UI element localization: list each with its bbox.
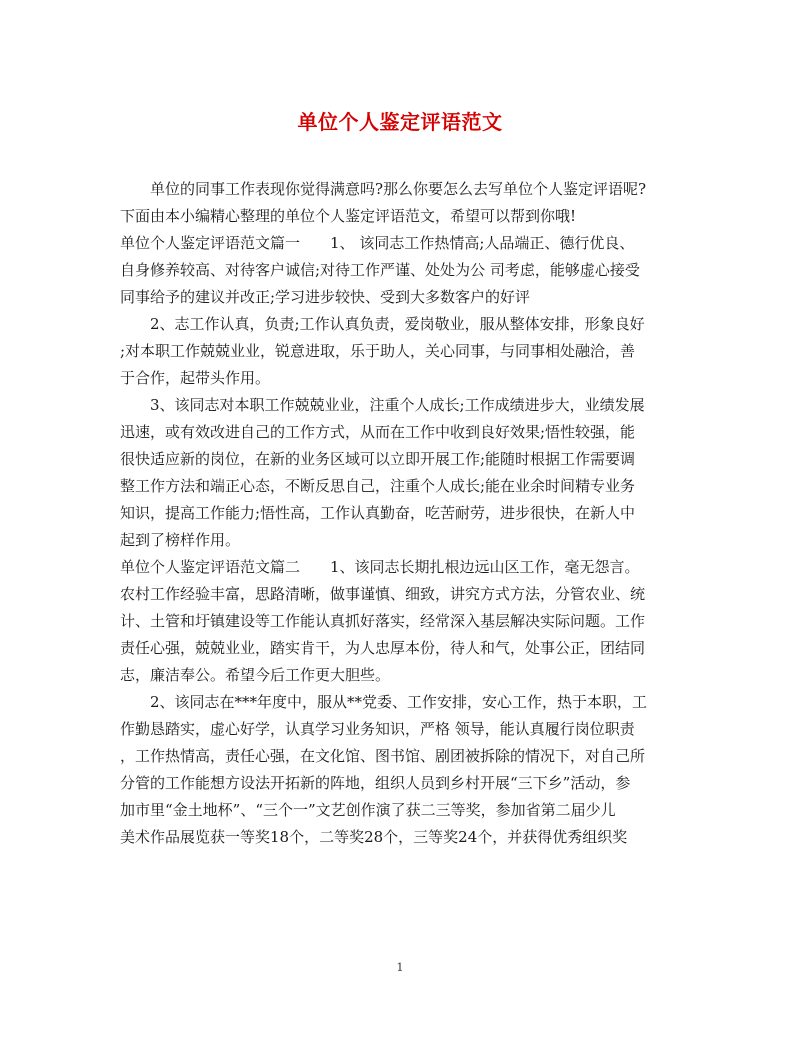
document-title: 单位个人鉴定评语范文	[297, 110, 503, 134]
paragraph-line: 同事给予的建议并改正;学习进步较快、受到大多数客户的好评	[120, 288, 531, 306]
paragraph-line: 单位个人鉴定评语范文篇二 1、该同志长期扎根边远山区工作，毫无怨言。	[120, 558, 640, 576]
paragraph-line: 起到了榜样作用。	[120, 531, 241, 549]
paragraph-line: 责任心强，兢兢业业，踏实肯干，为人忠厚本份，待人和气，处事公正，团结同	[120, 639, 646, 657]
paragraph-line: 下面由本小编精心整理的单位个人鉴定评语范文，希望可以帮到你哦!	[120, 207, 577, 225]
paragraph-line: 美术作品展览获一等奖18个，二等奖28个，三等奖24个，并获得优秀组织奖	[120, 828, 628, 846]
paragraph-line: 农村工作经验丰富，思路清晰，做事谨慎、细致，讲究方式方法，分管农业、统	[120, 585, 646, 603]
paragraph-line: 知识，提高工作能力;悟性高，工作认真勤奋，吃苦耐劳，进步很快，在新人中	[120, 504, 636, 522]
paragraph-line: 单位的同事工作表现你觉得满意吗?那么你要怎么去写单位个人鉴定评语呢?	[120, 180, 647, 198]
paragraph-line: ;对本职工作兢兢业业，锐意进取，乐于助人，关心同事，与同事相处融洽，善	[120, 342, 636, 360]
paragraph-line: 3、该同志对本职工作兢兢业业，注重个人成长;工作成绩进步大，业绩发展	[120, 396, 645, 414]
page-number: 1	[396, 961, 404, 974]
paragraph-line: 计、土管和圩镇建设等工作能认真抓好落实，经常深入基层解决实际问题。工作	[120, 612, 646, 630]
paragraph-line: 自身修养较高、对待客户诚信;对待工作严谨、处处为公 司考虑，能够虚心接受	[120, 261, 640, 279]
paragraph-line: 加市里“金土地杯”、“三个一”文艺创作演了获二三等奖，参加省第二届少儿	[120, 801, 616, 819]
paragraph-line: 于合作，起带头作用。	[120, 369, 271, 387]
document-body	[120, 176, 680, 851]
paragraph-line: 2、该同志在***年度中，服从**党委、工作安排，安心工作，热于本职，工	[120, 693, 648, 711]
paragraph-line: 整工作方法和端正心态，不断反思自己，注重个人成长;能在业余时间精专业务	[120, 477, 636, 495]
paragraph-line: 分管的工作能想方设法开拓新的阵地，组织人员到乡村开展“三下乡”活动，参	[120, 774, 631, 792]
paragraph-line: 2、志工作认真，负责;工作认真负责，爱岗敬业，服从整体安排，形象良好	[120, 315, 645, 333]
paragraph-line: 迅速，或有效改进自己的工作方式，从而在工作中收到良好效果;悟性较强，能	[120, 423, 636, 441]
paragraph-line: 单位个人鉴定评语范文篇一 1、 该同志工作热情高;人品端正、德行优良、	[120, 234, 635, 252]
paragraph-line: 很快适应新的岗位，在新的业务区域可以立即开展工作;能随时根据工作需要调	[120, 450, 636, 468]
paragraph-line: 作勤恳踏实，虚心好学，认真学习业务知识，严格 领导，能认真履行岗位职责	[120, 720, 635, 738]
paragraph-line: ，工作热情高，责任心强，在文化馆、图书馆、剧团被拆除的情况下，对自己所	[120, 747, 646, 765]
paragraph-line: 志，廉洁奉公。希望今后工作更大胆些。	[120, 666, 391, 684]
